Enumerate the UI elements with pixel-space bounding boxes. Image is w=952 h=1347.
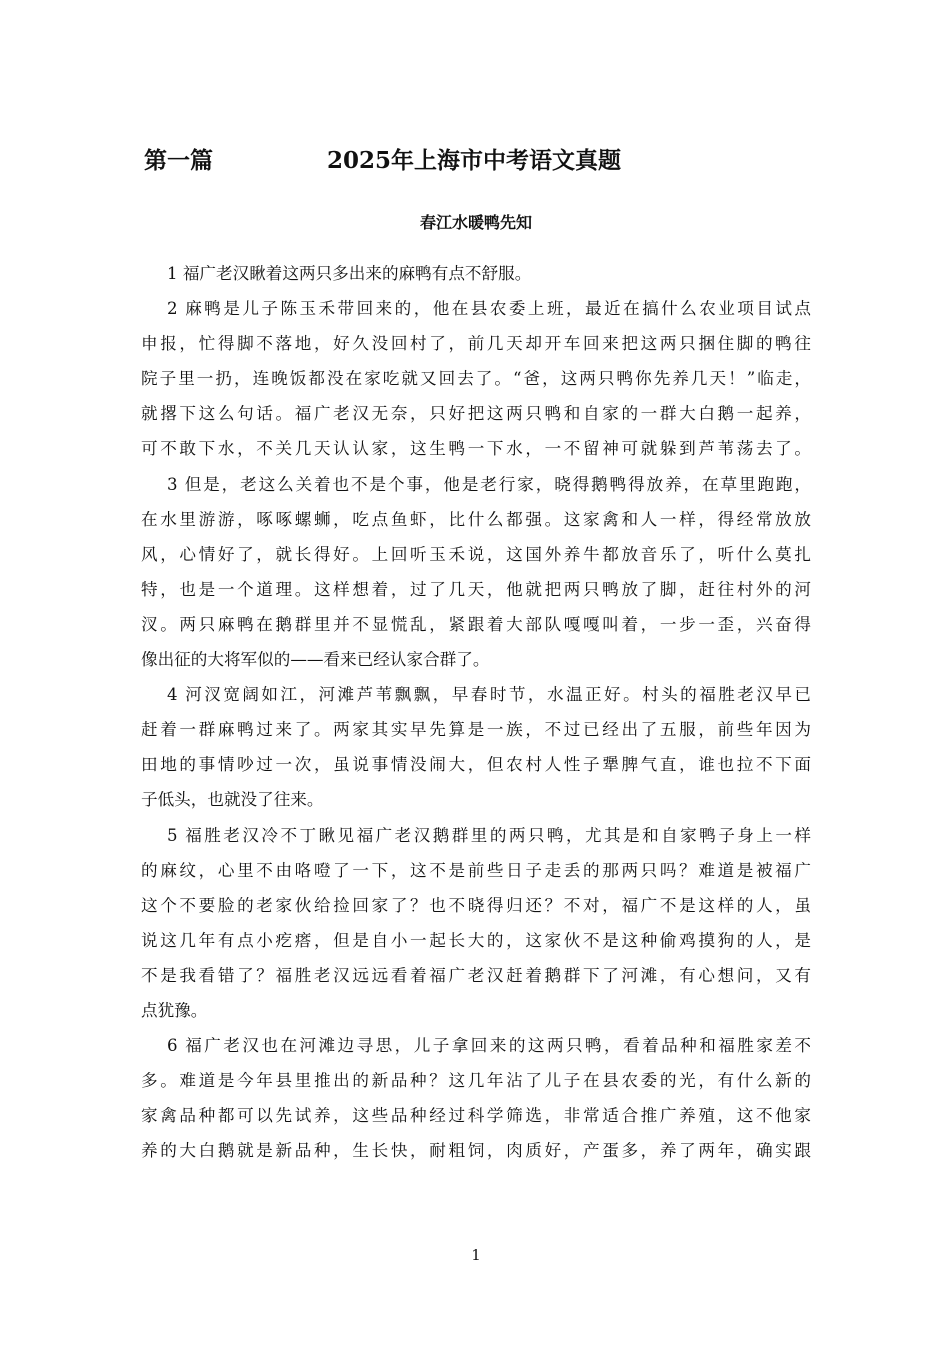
paragraph-3	[141, 467, 811, 678]
text-line: 6 福广老汉也在河滩边寻思，儿子拿回来的这两只鸭，看着品种和福胜家差不	[167, 1036, 811, 1056]
text-line: 汊。两只麻鸭在鹅群里并不显慌乱，紧跟着大部队嘎嘎叫着，一步一歪，兴奋得	[141, 614, 811, 634]
text-line: 申报，忙得脚不落地，好久没回村了，前几天却开车回来把这两只捆住脚的鸭往	[141, 334, 811, 354]
text-line: 像出征的大将军似的——看来已经认家合群了。	[141, 650, 490, 670]
text-line: 说这几年有点小疙瘩，但是自小一起长大的，这家伙不是这种偷鸡摸狗的人，是	[141, 930, 811, 950]
text-line: 3 但是，老这么关着也不是个事，他是老行家，晓得鹅鸭得放养，在草里跑跑，	[167, 474, 811, 494]
text-line: 不是我看错了？福胜老汉远远看着福广老汉赶着鹅群下了河滩，有心想问，又有	[141, 965, 811, 985]
text-line: 就撂下这么句话。福广老汉无奈，只好把这两只鸭和自家的一群大白鹅一起养，	[141, 404, 811, 424]
text-line: 这个不要脸的老家伙给捡回家了？也不晓得归还？不对，福广不是这样的人，虽	[141, 895, 811, 915]
text-line: 的麻纹，心里不由咯噔了一下，这不是前些日子走丢的那两只吗？难道是被福广	[141, 860, 811, 880]
article-body	[141, 256, 811, 1168]
text-line: 点犹豫。	[141, 1000, 208, 1020]
part-label: 第一篇	[144, 147, 213, 174]
paragraph-1	[141, 256, 811, 291]
paragraph-4	[141, 677, 811, 817]
text-line: 院子里一扔，连晚饭都没在家吃就又回去了。“爸，这两只鸭你先养几天！”临走，	[141, 369, 811, 389]
exam-title: 2025年上海市中考语文真题	[327, 147, 622, 174]
text-line: 可不敢下水，不关几天认认家，这生鸭一下水，一不留神可就躲到芦苇荡去了。	[141, 439, 811, 459]
paragraph-6	[141, 1028, 811, 1168]
text-line: 在水里游游，啄啄螺蛳，吃点鱼虾，比什么都强。这家禽和人一样，得经常放放	[141, 509, 811, 529]
text-line: 家禽品种都可以先试养，这些品种经过科学筛选，非常适合推广养殖，这不他家	[141, 1106, 811, 1126]
text-line: 4 河汊宽阔如江，河滩芦苇飘飘，早春时节，水温正好。村头的福胜老汉早已	[167, 685, 811, 705]
text-line: 多。难道是今年县里推出的新品种？这几年沾了儿子在县农委的光，有什么新的	[141, 1071, 811, 1091]
text-line: 5 福胜老汉冷不丁瞅见福广老汉鹅群里的两只鸭，尤其是和自家鸭子身上一样	[167, 825, 811, 845]
text-line: 子低头，也就没了往来。	[141, 790, 324, 810]
section-heading	[144, 143, 844, 183]
text-line: 赶着一群麻鸭过来了。两家其实早先算是一族，不过已经出了五服，前些年因为	[141, 720, 811, 740]
text-line: 特，也是一个道理。这样想着，过了几天，他就把两只鸭放了脚，赶往村外的河	[141, 579, 811, 599]
article-title: 春江水暖鸭先知	[419, 213, 532, 232]
paragraph-5	[141, 818, 811, 1029]
paragraph-2	[141, 291, 811, 466]
page-number: 1	[471, 1246, 481, 1264]
text-line: 风，心情好了，就长得好。上回听玉禾说，这国外养牛都放音乐了，听什么莫扎	[141, 544, 811, 564]
text-line: 养的大白鹅就是新品种，生长快，耐粗饲，肉质好，产蛋多，养了两年，确实跟	[141, 1141, 811, 1161]
text-line: 2 麻鸭是儿子陈玉禾带回来的，他在县农委上班，最近在搞什么农业项目试点	[167, 299, 811, 319]
text-line: 田地的事情吵过一次，虽说事情没闹大，但农村人性子犟脾气直，谁也拉不下面	[141, 755, 811, 775]
text-line: 1 福广老汉瞅着这两只多出来的麻鸭有点不舒服。	[167, 264, 532, 283]
